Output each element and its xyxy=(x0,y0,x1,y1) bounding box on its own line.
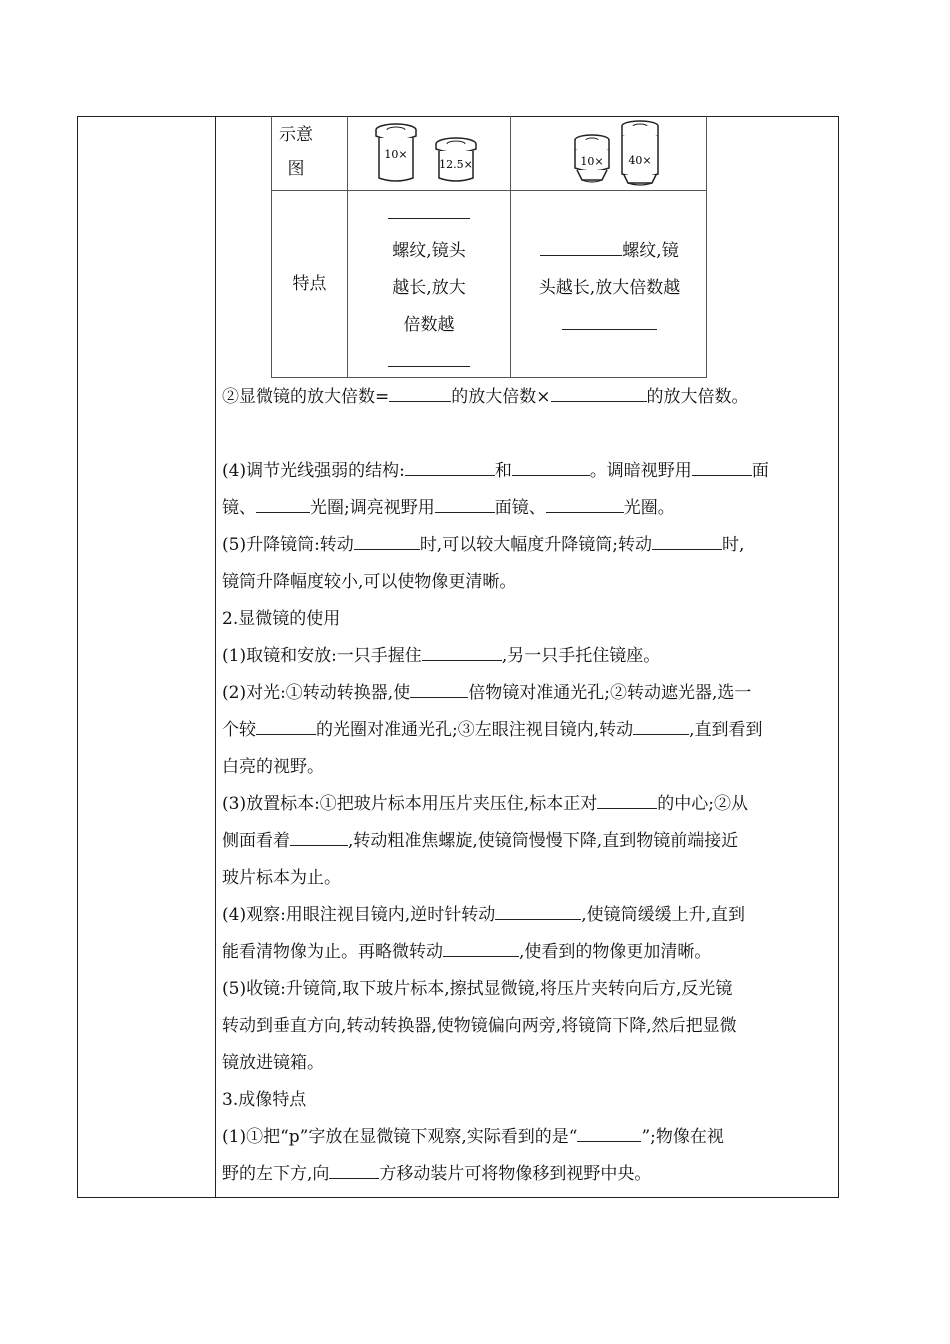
answer-blank[interactable] xyxy=(422,642,502,661)
answer-blank[interactable] xyxy=(495,901,581,920)
objective-40x-label: 40× xyxy=(628,154,652,167)
use-heading: 2.显微镜的使用 xyxy=(222,609,341,629)
eyepiece-diagram xyxy=(350,120,508,188)
objective-10x-label: 10× xyxy=(580,155,604,168)
place-line-1: (3)放置标本:①把玻片标本用压片夹压住,标本正对 的中心;②从 xyxy=(222,786,834,823)
imaging-heading: 3.成像特点 xyxy=(222,1090,307,1110)
align-line-3: 白亮的视野。 xyxy=(222,757,324,777)
eyepiece-feature-line: 越长,放大 xyxy=(392,278,466,298)
eyepiece-10x-icon xyxy=(376,124,416,181)
store-line-3: 镜放进镜箱。 xyxy=(222,1053,324,1073)
objective-diagram xyxy=(516,120,706,188)
spacer xyxy=(222,416,834,453)
place-line-3: 玻片标本为止。 xyxy=(222,868,341,888)
answer-blank[interactable] xyxy=(329,1160,379,1179)
answer-blank[interactable] xyxy=(597,790,657,809)
answer-blank[interactable] xyxy=(633,716,689,735)
observe-line-1: (4)观察:用眼注视目镜内,逆时针转动 ,使镜筒缓缓上升,直到 xyxy=(222,897,834,934)
objective-10x-icon xyxy=(575,135,609,182)
eyepiece-10x-label: 10× xyxy=(384,148,408,161)
content-text xyxy=(222,379,834,1193)
store-line-1: (5)收镜:升镜筒,取下玻片标本,擦拭显微镜,将压片夹转向后方,反光镜 xyxy=(222,979,733,999)
imaging-line-2: 野的左下方,向 方移动装片可将物像移到视野中央。 xyxy=(222,1156,834,1193)
answer-blank[interactable] xyxy=(256,716,316,735)
answer-blank[interactable] xyxy=(546,494,624,513)
eyepiece-12-5x-label: 12.5× xyxy=(439,158,473,171)
left-column xyxy=(78,117,216,1197)
answer-blank[interactable] xyxy=(577,1123,641,1142)
row-label-diagram: 示意图 xyxy=(279,125,313,179)
answer-blank[interactable] xyxy=(692,457,752,476)
eyepiece-feature-line: 螺纹,镜头 xyxy=(392,241,466,261)
store-line-2: 转动到垂直方向,转动转换器,使物镜偏向两旁,将镜筒下降,然后把显微 xyxy=(222,1016,737,1036)
place-line-2: 侧面看着 ,转动粗准焦螺旋,使镜筒慢慢下降,直到物镜前端接近 xyxy=(222,823,834,860)
answer-blank[interactable] xyxy=(562,311,657,330)
answer-blank[interactable] xyxy=(405,457,495,476)
answer-blank[interactable] xyxy=(354,531,420,550)
answer-blank[interactable] xyxy=(389,383,451,402)
answer-blank[interactable] xyxy=(652,531,722,550)
answer-blank[interactable] xyxy=(256,494,310,513)
answer-blank[interactable] xyxy=(540,237,622,256)
magnification-line: ②显微镜的放大倍数= 的放大倍数× 的放大倍数。 xyxy=(222,379,834,416)
focus-line-1: (5)升降镜筒:转动 时,可以较大幅度升降镜筒;转动 时, xyxy=(222,527,834,564)
row-label-features: 特点 xyxy=(292,274,327,294)
lens-comparison-table xyxy=(271,116,707,378)
align-line-1: (2)对光:①转动转换器,使 倍物镜对准通光孔;②转动遮光器,选一 xyxy=(222,675,834,712)
focus-line-2: 镜筒升降幅度较小,可以使物像更清晰。 xyxy=(222,572,517,592)
answer-blank[interactable] xyxy=(551,383,647,402)
answer-blank[interactable] xyxy=(290,827,348,846)
objective-feature-cell: 螺纹,镜 头越长,放大倍数越 xyxy=(511,233,708,344)
eyepiece-feature-line: 倍数越 xyxy=(403,315,455,335)
answer-blank[interactable] xyxy=(388,348,470,367)
imaging-line-1: (1)①把“p”字放在显微镜下观察,实际看到的是“ ”;物像在视 xyxy=(222,1119,834,1156)
objective-40x-icon xyxy=(622,121,658,185)
answer-blank[interactable] xyxy=(435,494,495,513)
answer-blank[interactable] xyxy=(443,938,519,957)
objective-feature-line: 头越长,放大倍数越 xyxy=(538,278,681,298)
eyepiece-feature-cell xyxy=(348,196,510,381)
light-line-1: (4)调节光线强弱的结构: 和 。调暗视野用 面 xyxy=(222,453,834,490)
eyepiece-12-5x-icon xyxy=(436,138,476,181)
take-line: (1)取镜和安放:一只手握住 ,另一只手托住镜座。 xyxy=(222,638,834,675)
answer-blank[interactable] xyxy=(512,457,590,476)
answer-blank[interactable] xyxy=(410,679,468,698)
table-divider xyxy=(272,190,706,191)
observe-line-2: 能看清物像为止。再略微转动 ,使看到的物像更加清晰。 xyxy=(222,934,834,971)
light-line-2: 镜、 光圈;调亮视野用 面镜、 光圈。 xyxy=(222,490,834,527)
answer-blank[interactable] xyxy=(388,200,470,219)
align-line-2: 个较 的光圈对准通光孔;③左眼注视目镜内,转动 ,直到看到 xyxy=(222,712,834,749)
